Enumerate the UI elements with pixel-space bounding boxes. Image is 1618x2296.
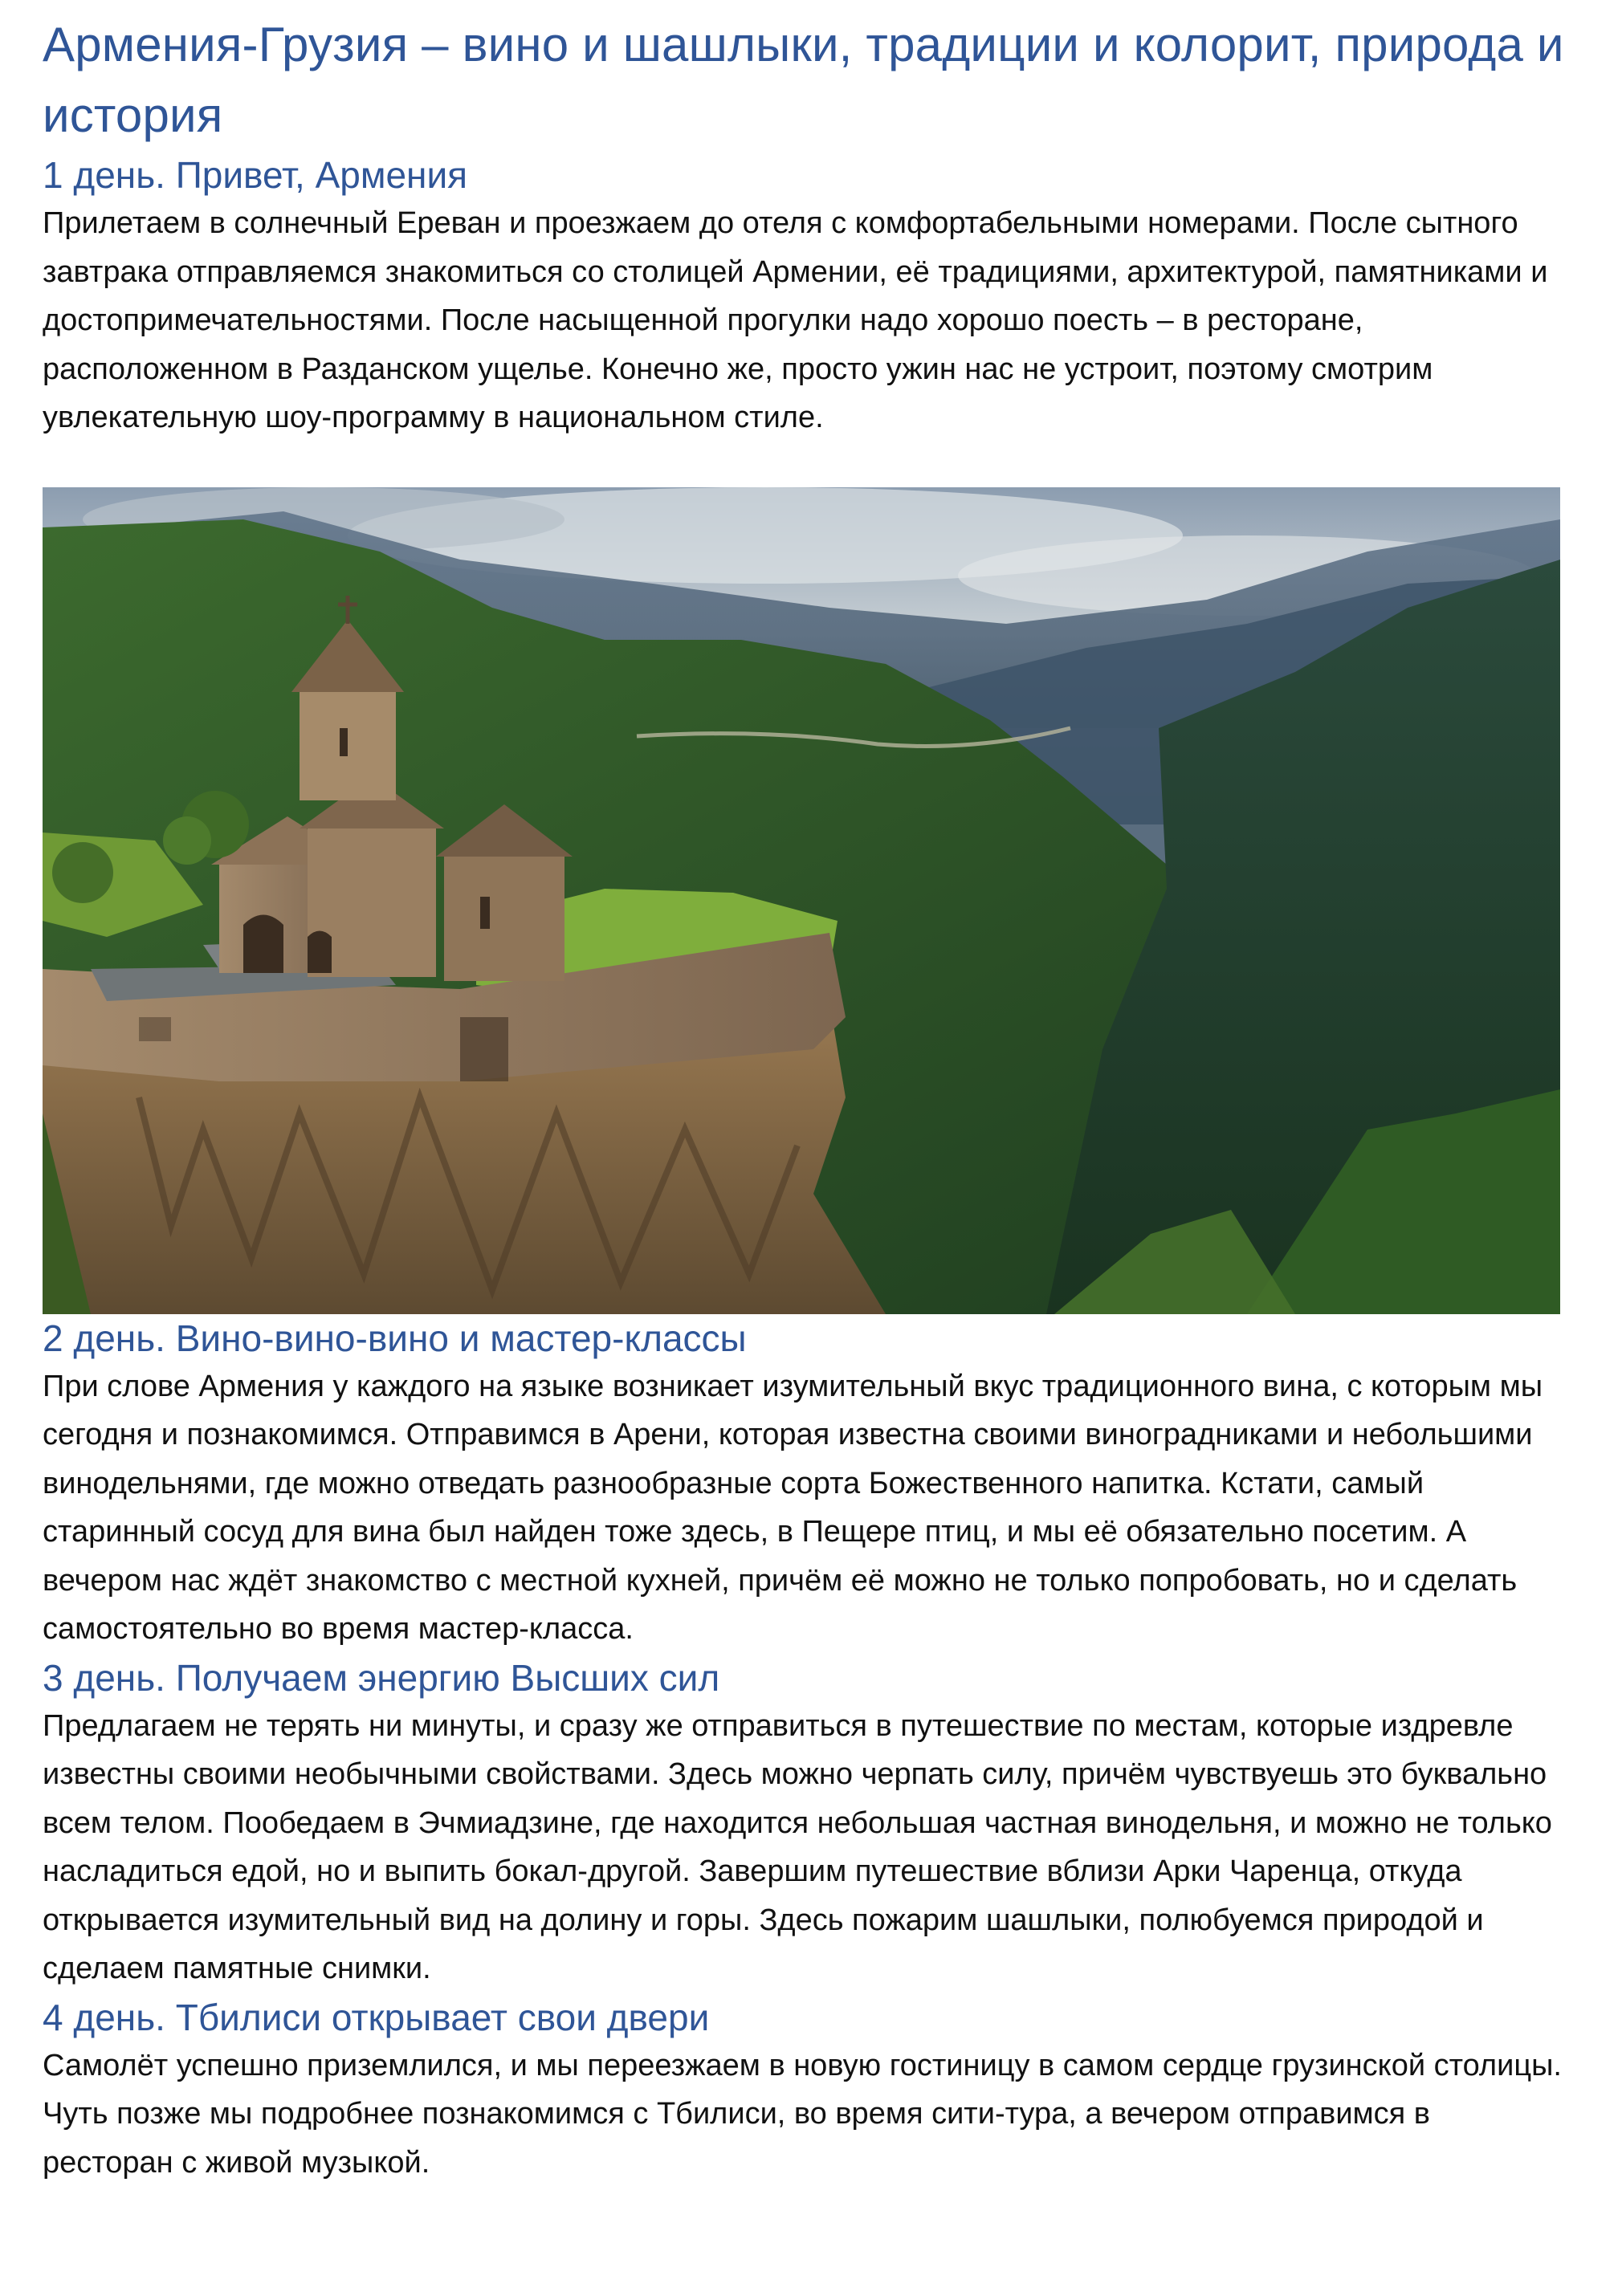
day-4-heading: 4 день. Тбилиси открывает свои двери	[43, 1996, 710, 2038]
day-2-text: При слове Армения у каждого на языке возникает изумительный вкус традиционного вина, с которым мы сегодня и познакомимся. Отправимся в Арени, которая известна своими виноградниками и небольшими винодельнями, где можно отведать разнообразные сорта Божественного напитка. Кстати, самый старинный сосуд для вина был найден тоже здесь, в Пещере птиц, и мы её обязательно посетим. А вечером нас ждёт знакомство с местной кухней, причём её можно не только попробовать, но и сделать самостоятельно во время мастер-класса.	[43, 1369, 1543, 1646]
day-2-heading: 2 день. Вино-вино-вино и мастер-классы	[43, 1317, 747, 1359]
day-4-section	[43, 1993, 1568, 2188]
day-3-heading: 3 день. Получаем энергию Высших сил	[43, 1656, 720, 1699]
document-page	[43, 0, 1568, 2187]
day-1-heading: 1 день. Привет, Армения	[43, 154, 468, 196]
day-1-text: Прилетаем в солнечный Ереван и проезжаем до отеля с комфортабельными номерами. После сытного завтрака отправляемся знакомиться со столицей Армении, её традициями, архитектурой, памятниками и достопримечательностями. После насыщенной прогулки надо хорошо поесть – в ресторане, расположенном в Разданском ущелье. Конечно же, просто ужин нас не устроит, поэтому смотрим увлекательную шоу-программу в национальном стиле.	[43, 206, 1548, 434]
day-4-text: Самолёт успешно приземлился, и мы переезжаем в новую гостиницу в самом сердце грузинской столицы. Чуть позже мы подробнее познакомимся с Тбилиси, во время сити-тура, а вечером отправимся в ресторан с живой музыкой.	[43, 2048, 1562, 2180]
day-3-text: Предлагаем не терять ни минуты, и сразу же отправиться в путешествие по местам, которые издревле известны своими необычными свойствами. Здесь можно черпать силу, причём чувствуешь это буквально всем телом. Пообедаем в Эчмиадзине, где находится небольшая частная винодельня, и можно не только насладиться едой, но и выпить бокал-другой. Завершим путешествие вблизи Арки Чаренца, откуда открывается изумительный вид на долину и горы. Здесь пожарим шашлыки, полюбуемся природой и сделаем памятные снимки.	[43, 1708, 1552, 1985]
tatev-monastery-photo	[43, 487, 1560, 1314]
day-1-section	[43, 151, 1568, 442]
day-2-section	[43, 1314, 1568, 1654]
document-title: Армения-Грузия – вино и шашлыки, традиции и колорит, природа и история	[43, 18, 1564, 142]
day-3-section	[43, 1654, 1568, 1993]
